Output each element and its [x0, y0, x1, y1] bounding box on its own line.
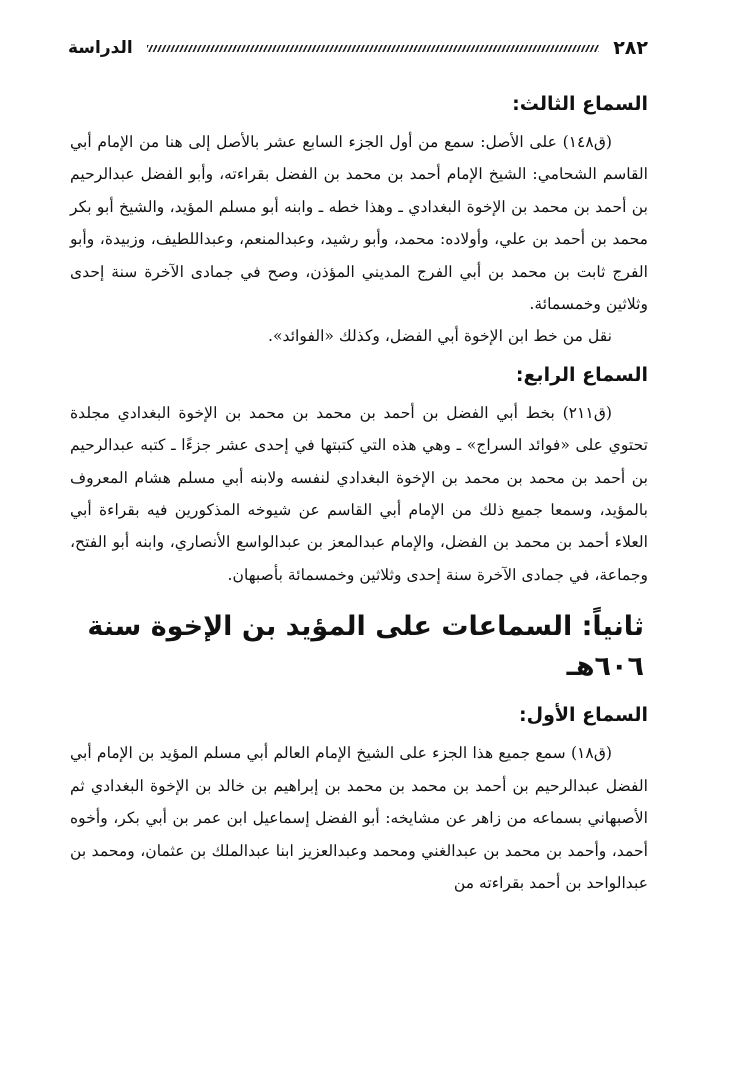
heading-third-audition: السماع الثالث:: [512, 93, 648, 115]
heading-first-audition: السماع الأول:: [518, 704, 648, 727]
paragraph-fourth-audition: (ق٢١١) بخط أبي الفضل بن أحمد بن محمد بن محمد بن الإخوة البغدادي مجلدة تحتوي على «فوائد السراج» ـ وهي هذه التي كتبتها في إحدى عشر جزءًا ـ كتبه عبدالرحيم بن أحمد بن محمد بن محمد بن الإخوة البغدادي لنفسه ولابنه أبي مسلم هشام المعروف بالمؤيد، وسمعا جميع ذلك من الإمام أبي القاسم عن شيوخه المذكورين فيه بقراءة أبي العلاء أحمد بن محمد بن الفضل، والإمام عبدالمعز بن عبدالواسع الأنصاري، وابنه أبو الفتح، وجماعة، في جمادى الآخرة سنة إحدى وثلاثين وخمسمائة بأصبهان.: [70, 403, 648, 584]
paragraph-transfer-note: نقل من خط ابن الإخوة أبي الفضل، وكذلك «الفوائد».: [268, 327, 612, 346]
page-body: [70, 88, 648, 899]
section-title-second: ثانياً: السماعات على المؤيد بن الإخوة سنة ٦٠٦هـ: [87, 611, 644, 683]
paragraph-third-audition: (ق١٤٨) على الأصل: سمع من أول الجزء السابع عشر بالأصل إلى هنا من الإمام أبي القاسم الشحامي: الشيخ الإمام أحمد بن محمد بن الفضل بقراءته، وأبو الفضل عبدالرحيم بن أحمد بن محمد بن الإخوة البغدادي ـ وهذا خطه ـ وابنه أبو مسلم المؤيد، والشيخ أبو بكر محمد بن أحمد بن علي، وأولاده: محمد، وأبو رشيد، وعبدالمنعم، وعبداللطيف، وزبيدة، وأبو الفرج ثابت بن محمد بن أبي الفرج المديني المؤذن، وصح في جمادى الآخرة سنة إحدى وثلاثين وخمسمائة.: [70, 133, 648, 314]
header-hatched-rule: [147, 45, 600, 52]
paragraph-first-audition: (ق١٨) سمع جميع هذا الجزء على الشيخ الإمام العالم أبي مسلم المؤيد بن الإمام أبي الفضل عبدالرحيم بن أحمد بن محمد بن محمد بن إبراهيم بن خالد بن الإخوة البغدادي ثم الأصبهاني بسماعه من زاهر عن مشايخه: أبو الفضل إسماعيل ابن عمر بن أبي بكر، وأخوه أحمد، وأحمد بن محمد بن عبدالغني ومحمد وعبدالعزيز ابنا عبدالملك بن عثمان، ومحمد بن عبدالواحد بن أحمد بقراءته من: [70, 744, 648, 892]
chapter-title: الدراسة: [68, 38, 133, 58]
running-header: [68, 34, 648, 62]
page-number: ٢٨٢: [613, 37, 648, 59]
heading-fourth-audition: السماع الرابع:: [515, 363, 648, 386]
